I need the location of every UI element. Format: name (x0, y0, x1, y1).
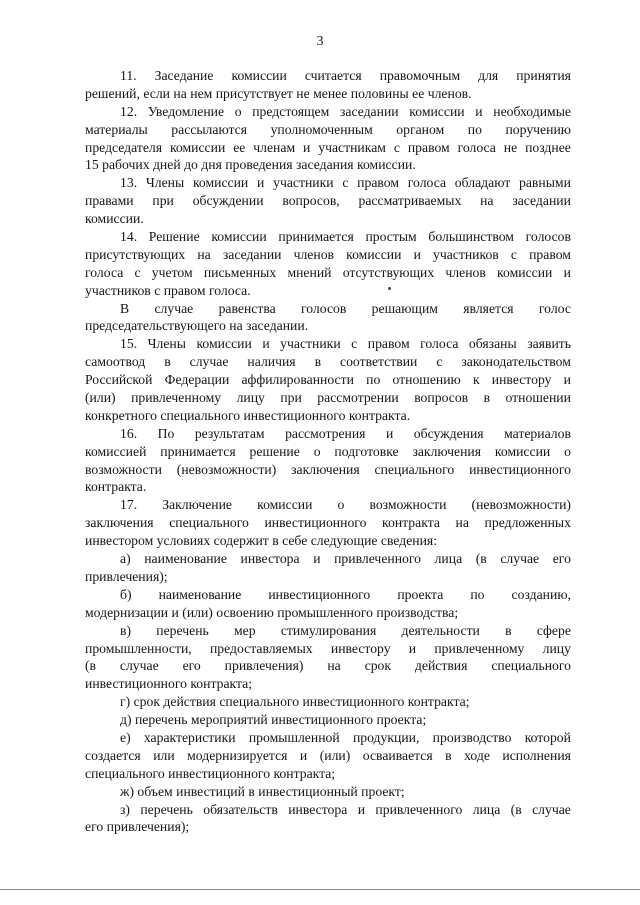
word: и (563, 264, 571, 280)
word: при (152, 193, 174, 209)
word: о (234, 103, 242, 119)
word: инвестиционного (264, 515, 367, 531)
text-line (85, 389, 571, 407)
word: (или) (319, 747, 351, 763)
word: создается (85, 747, 141, 763)
text-line (85, 622, 571, 640)
text-line (85, 640, 571, 658)
word: простым (365, 229, 417, 245)
word: правомочным (379, 68, 461, 83)
word: продукции, (352, 729, 420, 745)
word: самоотвод (85, 354, 146, 370)
text-line: модернизации и (или) освоению промышленного производства; (85, 604, 459, 620)
word: (невозможности) (176, 461, 277, 477)
word: материалы (85, 121, 148, 137)
text-line (85, 461, 571, 479)
text-line (85, 139, 571, 157)
text-line: участников с правом голоса. (85, 282, 251, 298)
word: с (134, 264, 141, 280)
text-line (85, 514, 571, 532)
word: (в (85, 658, 97, 674)
word: и (385, 425, 394, 441)
word: инвестору (330, 640, 391, 656)
word: лицу (542, 640, 571, 656)
text-line (85, 300, 571, 318)
word: инвестиционного (268, 586, 371, 602)
word: осваивается (362, 747, 433, 763)
text-line (85, 246, 571, 264)
word: Уведомление (147, 103, 225, 119)
word: с (510, 246, 517, 262)
word: (невозможности) (471, 497, 571, 513)
word: Члены (147, 336, 186, 352)
text-line (85, 174, 571, 192)
word: голоса (457, 139, 496, 155)
word: отношению (392, 372, 461, 388)
body-text (85, 67, 571, 836)
word: и (262, 336, 270, 352)
word: комиссии (192, 175, 249, 191)
word: по (366, 372, 381, 388)
word: комиссии (231, 68, 287, 83)
word: решение (249, 443, 300, 459)
word: комиссии (409, 103, 465, 119)
word: для (478, 68, 499, 83)
word: случае (532, 801, 571, 817)
word: комиссии (196, 336, 252, 352)
word: привлеченного (334, 551, 422, 567)
word: деятельности (401, 622, 480, 638)
word: ходе (464, 747, 490, 763)
word: заседании (512, 193, 571, 209)
word: обсуждении (192, 193, 264, 209)
word: случае (189, 354, 229, 370)
word: заключения (412, 443, 482, 459)
word: и (303, 139, 311, 155)
word: обязаны (468, 336, 517, 352)
word: комиссии (497, 264, 553, 280)
word: по (467, 121, 482, 137)
text-line (85, 550, 571, 568)
text-line: решений, если на нем присутствует не менее половины ее членов. (85, 85, 472, 101)
word: с (351, 336, 358, 352)
word: 17. (120, 497, 138, 513)
text-line: конкретного специального инвестиционного контракта. (85, 407, 411, 423)
word: и (257, 175, 265, 191)
text-line: привлечения); (85, 568, 168, 584)
word: (в (475, 551, 487, 567)
word: модернизируется (187, 747, 288, 763)
word: лица (472, 801, 501, 817)
word: лицу (236, 390, 265, 406)
word: По (157, 425, 175, 441)
word: промышленной (248, 729, 340, 745)
text-line: специального инвестиционного контракта; (85, 765, 336, 781)
word: мер (234, 622, 256, 638)
word: правом (367, 336, 410, 352)
text-line: инвестором условиях содержит в себе следующие сведения: (85, 533, 438, 549)
word: рассмотрении (317, 390, 399, 406)
word: учетом (151, 264, 193, 280)
word: голос (538, 300, 571, 316)
word: рассылаются (171, 121, 248, 137)
word: на (327, 658, 341, 674)
word: уполномоченным (270, 121, 373, 137)
word: Федерации (164, 372, 230, 388)
word: принятия (516, 68, 571, 83)
word: специального (169, 515, 249, 531)
word: членов (293, 246, 335, 262)
word: голоса (420, 336, 459, 352)
word: Заключение (162, 497, 233, 513)
word: привлеченному (131, 390, 222, 406)
text-line: инвестиционного контракта; (85, 676, 253, 692)
word: в (483, 390, 491, 406)
word: и (299, 747, 308, 763)
word: о (337, 497, 345, 513)
word: обладают (454, 175, 511, 191)
word: Заседание (154, 68, 214, 83)
word: с (436, 354, 443, 370)
word: участникам (318, 139, 386, 155)
word: наименование (144, 551, 227, 567)
text-line (85, 335, 571, 353)
word: 14. (120, 229, 138, 245)
word: промышленности, (85, 640, 192, 656)
word: на (480, 193, 494, 209)
word: заседании (339, 103, 399, 119)
word: материалов (504, 425, 571, 441)
word: характеристики (143, 729, 236, 745)
word: созданию, (511, 586, 571, 602)
word: случае (500, 551, 540, 567)
word: с (342, 175, 349, 191)
word: и (313, 551, 321, 567)
word: и (413, 246, 421, 262)
text-line: председательствующего на заседании. (85, 318, 309, 334)
word: Члены (145, 175, 185, 191)
word: председателя (85, 139, 163, 155)
word: Решение (148, 229, 200, 245)
word: возможности (85, 461, 162, 477)
word: перечень (140, 801, 193, 817)
word: комиссии (257, 497, 313, 513)
text-line (85, 729, 571, 747)
word: правом (407, 139, 450, 155)
word: решающим (371, 300, 438, 316)
word: отсутствующих (342, 264, 435, 280)
word: в (314, 354, 322, 370)
word: результатам (194, 425, 265, 441)
word: срок (364, 658, 392, 674)
word: на (455, 515, 469, 531)
word: обсуждения (413, 425, 484, 441)
word: комиссии (211, 229, 267, 245)
word: правом (529, 246, 571, 262)
word: инвестора (288, 801, 348, 817)
word: заключения (85, 515, 154, 531)
text-line (85, 371, 571, 389)
word: аффилированности (241, 372, 354, 388)
word: специального (374, 461, 455, 477)
word: комиссии (494, 443, 551, 459)
word: б) (120, 586, 132, 602)
word: его (552, 551, 571, 567)
word: з) (120, 801, 130, 817)
word: и (357, 801, 366, 817)
text-line: г) срок действия специального инвестиционного контракта; (120, 694, 470, 710)
word: обязательств (203, 801, 278, 817)
word: случае (119, 658, 159, 674)
word: комиссии (346, 246, 402, 262)
word: заключения (291, 461, 360, 477)
page-number: 3 (316, 34, 324, 49)
text-line (85, 586, 571, 604)
text-line (85, 747, 571, 765)
text-line (85, 425, 571, 443)
text-line: контракта. (85, 479, 147, 495)
word: органом (396, 121, 445, 137)
word: которой (524, 729, 571, 745)
word: лица (434, 551, 463, 567)
text-line: ж) объем инвестиций в инвестиционный проект; (120, 783, 405, 799)
word: вопросов (414, 390, 469, 406)
text-line (85, 67, 571, 85)
word: принимается (278, 229, 354, 245)
word: предложенных (484, 515, 571, 531)
text-line: его привлечения); (85, 819, 190, 835)
text-line (85, 801, 571, 819)
word: 16. (120, 425, 138, 441)
word: правами (85, 193, 134, 209)
word: по (470, 586, 485, 602)
word: равными (519, 175, 571, 191)
text-line (85, 264, 571, 282)
word: и (408, 640, 417, 656)
word: предстоящем (252, 103, 330, 119)
text-line: комиссии. (85, 211, 144, 227)
word: ее (233, 139, 246, 155)
word: поручению (505, 121, 571, 137)
word: голоса (407, 175, 447, 191)
scan-dot (388, 287, 391, 290)
word: и (563, 372, 571, 388)
word: е) (120, 729, 131, 745)
word: с (393, 139, 400, 155)
word: инвестору (491, 372, 552, 388)
word: не (503, 139, 518, 155)
word: к (472, 372, 480, 388)
word: рассмотрения (285, 425, 366, 441)
word: наличия (247, 354, 296, 370)
word: участников (433, 246, 499, 262)
text-line (85, 121, 571, 139)
text-line (85, 353, 571, 371)
word: 12. (120, 103, 138, 119)
word: равенства (218, 300, 276, 316)
word: 11. (120, 68, 137, 83)
word: мнений (287, 264, 332, 280)
word: случае (154, 300, 194, 316)
word: в (164, 354, 171, 370)
word: в) (120, 622, 132, 638)
scan-edge-line (0, 889, 640, 890)
word: участники (273, 175, 334, 191)
word: о (564, 443, 571, 459)
word: наименование (158, 586, 242, 602)
word: привлеченного (375, 801, 463, 817)
word: подготовке (334, 443, 399, 459)
text-line (85, 657, 571, 675)
word: предоставляемых (209, 640, 313, 656)
text-line: д) перечень мероприятий инвестиционного проекта; (120, 712, 427, 728)
word: 15. (120, 336, 138, 352)
word: привлеченному (434, 640, 525, 656)
word: при (280, 390, 302, 406)
word: Российской (85, 372, 153, 388)
word: членов (445, 264, 486, 280)
word: присутствующих (85, 246, 186, 262)
word: вопросов, (282, 193, 340, 209)
text-line (85, 496, 571, 514)
word: большинством (428, 229, 514, 245)
word: (или) (85, 390, 116, 406)
text-line (85, 443, 571, 461)
word: рассматриваемых (358, 193, 462, 209)
word: или (153, 747, 175, 763)
word: в (505, 622, 512, 638)
word: является (463, 300, 514, 316)
word: позднее (525, 139, 571, 155)
word: 13. (120, 175, 138, 191)
word: заявить (527, 336, 571, 352)
word: инвестора (240, 551, 300, 567)
word: контракта (382, 515, 440, 531)
word: перечень (156, 622, 209, 638)
word: соответствии (340, 354, 418, 370)
word: принимается (160, 443, 236, 459)
word: возможности (369, 497, 447, 513)
word: В (120, 300, 130, 316)
word: инвестиционного (469, 461, 571, 477)
word: действия (414, 658, 468, 674)
word: заседании (222, 246, 282, 262)
word: на (197, 246, 211, 262)
word: отношении (505, 390, 571, 406)
word: стимулирования (280, 622, 377, 638)
word: считается (304, 68, 362, 83)
word: голосов (301, 300, 347, 316)
word: участники (280, 336, 341, 352)
word: письменных (203, 264, 277, 280)
word: (в (510, 801, 522, 817)
word: сфере (536, 622, 571, 638)
word: а) (120, 551, 131, 567)
word: голосов (525, 229, 571, 245)
text-line: 15 рабочих дней до дня проведения заседания комиссии. (85, 157, 416, 173)
word: исполнения (502, 747, 571, 763)
word: членам (253, 139, 296, 155)
text-line (85, 103, 571, 121)
word: необходимые (493, 103, 571, 119)
text-line (85, 192, 571, 210)
word: и (475, 103, 483, 119)
word: комиссией (85, 443, 147, 459)
word: комиссии (169, 139, 226, 155)
word: в (445, 747, 452, 763)
text-line (85, 228, 571, 246)
word: голоса (85, 264, 124, 280)
word: специального (491, 658, 571, 674)
word: правом (357, 175, 400, 191)
word: производство (432, 729, 512, 745)
word: проекта (397, 586, 444, 602)
word: законодательством (461, 354, 571, 370)
word: его (182, 658, 201, 674)
word: о (313, 443, 321, 459)
word: привлечения) (224, 658, 304, 674)
